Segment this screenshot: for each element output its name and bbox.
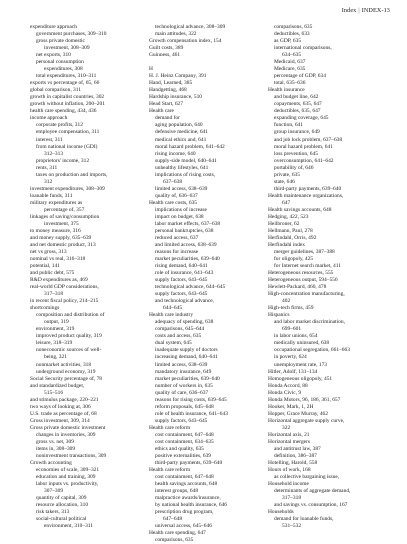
index-entry: function, 641	[274, 122, 303, 129]
index-entry: positive externalities, 639	[155, 452, 212, 459]
index-entry: changes in inventories, 309	[36, 431, 96, 438]
index-entry: underground economy, 319	[36, 368, 96, 375]
index-entry: 317–318	[282, 495, 302, 502]
index-entry: reasons for rising costs, 639–645	[155, 396, 227, 403]
index-entry: malpractice awards/insurance,	[155, 495, 221, 502]
index-entry: 647–648	[163, 516, 183, 523]
index-entry: merger guidelines, 387–388	[274, 249, 335, 255]
index-entry: Hitler, Adolf, 131–134	[268, 368, 318, 375]
index-entry: portability of, 646	[274, 164, 314, 171]
index-entry: taxes on production and imports,	[36, 171, 108, 178]
index-entry: 699–601	[282, 326, 302, 333]
index-entry: potential, 141	[30, 263, 60, 270]
index-entry: net exports, 310	[36, 52, 71, 59]
index-entry: investment, 375	[44, 220, 79, 227]
index-entry	[149, 59, 261, 66]
index-entry: investment, 308–309	[44, 45, 90, 52]
index-entry: and net domestic product, 313	[30, 241, 96, 248]
index-entry: inadequate supply of doctors	[155, 347, 218, 354]
index-entry: loss prevention, 645	[274, 150, 318, 157]
index-entry: percentage of GDP, 634	[274, 73, 326, 80]
index-entry: unemployment rate, 173	[274, 361, 328, 368]
index-entry: and standardized budget,	[30, 382, 85, 389]
index-entry: Health care spending, 647	[149, 530, 206, 537]
index-entry: output, 319	[44, 319, 69, 326]
index-entry: global comparison, 311	[30, 87, 81, 94]
index-entry: 312–313	[44, 150, 64, 157]
index-entry: technological advance, 644–645	[155, 284, 226, 291]
index-entry: Health maintenance organizations,	[268, 192, 344, 199]
index-entry: net vs gross, 313	[30, 249, 67, 255]
index-entry: Herfindahl, Orris, 492	[268, 234, 317, 241]
index-entry: composition and distribution of	[36, 312, 105, 319]
index-entry: government purchases, 309–310	[36, 31, 107, 38]
index-entry: personal consumption	[36, 59, 84, 66]
index-entry: and budget line, 642	[274, 94, 319, 101]
index-entry: implications of rising costs,	[155, 171, 216, 178]
index-entry: real-world GDP considerations,	[30, 284, 99, 291]
index-entry: Hand, Learned, 385	[149, 80, 193, 87]
index-entry: growth in capitalist countries, 302	[30, 94, 105, 101]
index-entry: supply factors, 643–645	[155, 417, 208, 424]
header-label: Index	[341, 7, 357, 14]
index-entry: Hardship insurance, 510	[149, 94, 203, 101]
index-entry: H. J. Heinz Company, 391	[149, 73, 207, 80]
index-entry: Hotelling, Harold, 558	[268, 459, 318, 466]
index-entry: leisure, 318–319	[36, 340, 73, 347]
index-entry: two ways of looking at, 306	[30, 403, 91, 410]
index-entry: Gross investment, 309, 314	[30, 417, 90, 424]
index-entry: state, 646	[274, 178, 295, 185]
index-entry: nominal vs real, 316–318	[30, 256, 86, 263]
index-entry: definition, 386–387	[274, 452, 317, 459]
index-entry: military expenditures as	[30, 199, 83, 206]
index-entry: unhealthy lifestyles, 641	[155, 164, 209, 171]
index-entry: and money supply, 635–639	[30, 234, 92, 241]
index-entry: cost containment, 634–635	[155, 438, 214, 445]
index-entry: in poverty, 624	[274, 354, 307, 361]
index-entry: for Internet search market, 411	[274, 263, 341, 270]
index-entry: Hopper, Grace Murray, 462	[268, 410, 328, 417]
index-entry: interest groups, 648	[155, 488, 199, 495]
index-entry: universal access, 645–646	[155, 523, 212, 530]
index-entry: Horizontal axis, 21	[268, 431, 310, 438]
index-entry: gross vs. net, 309	[36, 438, 74, 445]
index-entry: and labor market discrimination,	[274, 319, 345, 326]
index-entry: Health care industry	[149, 312, 194, 319]
index-entry: and public debt, 575	[30, 270, 75, 277]
index-entry: by national health insurance, 646	[155, 502, 228, 509]
index-entry: quality of care, 636–637	[155, 389, 209, 396]
index-entry: environment, 319	[36, 326, 75, 333]
index-entry: reasons for increase	[155, 249, 199, 255]
index-entry: 322	[282, 424, 291, 431]
index-entry: expenditures, 308	[44, 66, 83, 73]
index-entry: Homogeneous oligopoly, 451	[268, 375, 333, 382]
index-entry: being, 321	[44, 354, 67, 361]
index-entry: Heterogeneous output, 594–556	[268, 277, 338, 284]
index-entry: in labor unions, 654	[274, 333, 318, 340]
index-entry: items in, 308–309	[36, 445, 76, 452]
header-pages: INDEX-13	[361, 7, 390, 14]
index-entry: percentage of, 357	[44, 206, 85, 213]
running-header	[0, 7, 390, 14]
index-entry: 531–532	[282, 523, 302, 530]
index-entry: expanding coverage, 645	[274, 115, 329, 122]
index-entry: limited access, 638–639	[155, 185, 208, 192]
index-entry: shortcomings	[30, 305, 60, 312]
index-entry: High-tech firms, 459	[268, 305, 314, 312]
index-entry: occupational segregation, 661–663	[274, 347, 350, 354]
index-entry: costs and access, 635	[155, 333, 202, 340]
index-entry: Social Security percentage of, 78	[30, 375, 103, 382]
index-entry	[268, 530, 380, 537]
index-entry: health care spending, 434, 436	[30, 108, 97, 115]
index-entry: 647	[282, 199, 291, 206]
index-entry: Growth accounting	[30, 459, 72, 466]
index-entry: Health savings accounts, 648	[268, 206, 332, 213]
index-entry: 317–318	[44, 291, 64, 298]
index-entry: High-concentration manufacturing,	[268, 291, 345, 298]
index-entry: 312	[44, 178, 53, 185]
index-entry: growth without inflation, 200–201	[30, 101, 105, 108]
index-entry: to money measure, 316	[30, 227, 81, 234]
index-entry: international comparisons,	[274, 45, 332, 52]
index-entry: and limited access, 638–639	[155, 241, 217, 248]
index-entry: private, 635	[274, 171, 300, 178]
index-entry: resource allocation, 310	[36, 502, 89, 509]
index-entry: increasing demand, 640–641	[155, 354, 218, 361]
index-entry: quality of, 636–637	[155, 192, 198, 199]
index-entry: employee compensation, 311	[36, 129, 100, 136]
index-entry: risk takers, 313	[36, 509, 70, 516]
index-entry: comparisons, 645–644	[155, 326, 205, 333]
index-column-1	[30, 24, 142, 530]
index-column-2	[149, 24, 261, 544]
index-entry: market peculiarities, 639–640	[155, 256, 220, 263]
index-entry: mandatory insurance, 649	[155, 368, 212, 375]
index-entry: health savings accounts, 648	[155, 481, 218, 488]
index-entry: Hellmann, Paul, 278	[268, 227, 313, 234]
index-entry: limited access, 638–639	[155, 361, 208, 368]
index-entry: Growth compensation index, 154	[149, 38, 222, 45]
index-entry: technological advance, 308–309	[155, 24, 226, 30]
index-entry: nonmarket activities, 318	[36, 361, 92, 368]
index-entry: Health care reform	[149, 466, 191, 473]
index-entry: Health care costs, 635	[149, 199, 198, 206]
index-entry: moral hazard problem, 641–642	[155, 143, 225, 150]
index-entry: role of health insurance, 641–643	[155, 410, 228, 417]
index-entry: supply-side model, 640–641	[155, 157, 217, 164]
index-entry: education and training, 309	[36, 474, 96, 480]
index-entry: exports vs percentage of, 65, 66	[30, 80, 100, 87]
index-entry: rising demand, 640–641	[155, 263, 208, 270]
index-entry: 637–638	[163, 178, 183, 185]
index-entry: economies of scale, 309–321	[36, 466, 100, 473]
index-entry: Honda Civic, 9	[268, 389, 302, 396]
index-entry: Hooker, Mark, 1, 2H	[268, 403, 314, 410]
index-entry: interest, 311	[36, 136, 63, 143]
index-entry: Households	[268, 509, 294, 516]
index-entry: comparisons, 635	[274, 24, 313, 30]
index-entry: Gross private domestic investment	[30, 424, 106, 431]
index-entry: deductibles, 633	[274, 31, 310, 38]
index-entry: quantity of capital, 309	[36, 495, 87, 502]
index-entry: income approach	[30, 115, 68, 122]
index-entry: total, 635–636	[274, 80, 306, 87]
index-entry: third-party payments, 639–640	[155, 459, 223, 466]
index-entry: number of workers in, 635	[155, 382, 213, 389]
header-separator: |	[358, 7, 360, 14]
index-entry: supply factors, 643–645	[155, 277, 208, 284]
index-entry: as GDP, 635	[274, 38, 302, 45]
index-entry: reduced access, 637	[155, 234, 199, 241]
index-entry: market peculiarities, 639–640	[155, 375, 220, 382]
index-entry: noneconomic sources of well-	[36, 347, 102, 354]
index-entry: group insurance, 649	[274, 129, 320, 136]
index-entry: Guilt costs, 389	[149, 45, 184, 52]
index-entry: improved product quality, 319	[36, 333, 102, 340]
index-entry: labor inputs vs. productivity,	[36, 481, 99, 488]
index-entry: Hewlett-Packard, 460, 478	[268, 284, 327, 291]
index-entry: from national income (GDI)	[36, 143, 98, 150]
index-entry: environment, 310–311	[44, 523, 94, 530]
index-entry: proprietors' income, 312	[36, 157, 90, 164]
index-entry: labor market effects, 637–638	[155, 220, 221, 227]
index-entry: U.S. trade as percentage of, 68	[30, 410, 97, 417]
index-entry: Honda Motors, 96, 186, 361, 657	[268, 396, 341, 403]
index-entry: comparisons, 635	[155, 537, 194, 544]
index-entry: third-party payments, 639–640	[274, 185, 342, 192]
index-entry: for oligopoly, 425	[274, 256, 314, 263]
index-entry: total expenditures, 310–311	[36, 73, 97, 80]
index-entry: H	[149, 66, 153, 73]
index-entry: Herfindahl index	[268, 241, 305, 248]
index-entry: linkages of saving/consumption	[30, 213, 100, 220]
index-entry: Health care	[149, 108, 174, 115]
index-entry: as collective bargaining issue,	[274, 474, 340, 480]
index-entry: Household income	[268, 481, 309, 488]
index-entry: R&D expenditures as, 469	[30, 277, 88, 284]
index-entry: and stimulus package, 220–221	[30, 396, 99, 403]
index-entry: moral hazard problem, 641	[274, 143, 333, 150]
index-entry: 634–635	[282, 52, 302, 59]
index-entry: supply factors, 643–645	[155, 291, 208, 298]
index-entry: implications of increase	[155, 206, 207, 213]
index-entry: reform proposals, 645–648	[155, 403, 214, 410]
index-entry: 644–645	[163, 305, 183, 312]
index-entry: corporate profits, 312	[36, 122, 83, 129]
index-entry: personal bankruptcies, 638	[155, 227, 214, 234]
index-entry: expenditure approach	[30, 24, 77, 30]
index-entry: investment expenditures, 308–309	[30, 185, 105, 192]
index-entry: copayments, 635, 647	[274, 101, 322, 108]
index-entry: Heilbroner, 62	[268, 220, 300, 227]
index-entry: and antitrust law, 387	[274, 445, 321, 452]
index-entry: 402	[282, 298, 291, 305]
index-entry: Hispanics	[268, 312, 290, 319]
index-entry: deductibles, 635, 647	[274, 108, 321, 115]
index-entry: determinants of aggregate demand,	[274, 488, 351, 495]
index-entry: in recent fiscal policy, 214–215	[30, 298, 99, 305]
index-entry: Medicare, 635	[274, 66, 306, 73]
index-entry: noninvestment transactions, 309	[36, 452, 107, 459]
index-entry: adequacy of spending, 638	[155, 319, 214, 326]
index-entry: Horizontal aggregate supply curve,	[268, 417, 345, 424]
index-entry: impact on budget, 638	[155, 213, 204, 220]
index-entry: role of insurance, 641–643	[155, 270, 214, 277]
index-entry: aging population, 640	[155, 122, 203, 129]
index-entry: Handgetting, 468	[149, 87, 187, 94]
index-entry: Health care reform	[149, 424, 191, 431]
index-entry: Honda Accord, 88	[268, 382, 308, 389]
index-entry: Hours of work, 168	[268, 466, 311, 473]
index-entry: and technological advance,	[155, 298, 215, 305]
index-entry: Health insurance	[268, 87, 305, 94]
index-entry: 307–309	[44, 488, 64, 495]
index-entry: cost containment, 647–648	[155, 474, 214, 480]
index-column-3	[268, 24, 380, 537]
index-entry: main attitudes, 322	[155, 31, 197, 38]
index-entry: gross private domestic	[36, 38, 85, 45]
index-entry: Hedging, 422, 523	[268, 213, 309, 220]
index-entry: Medicaid, 637	[274, 59, 306, 66]
index-entry: Horizontal mergers	[268, 438, 311, 445]
index-entry: loanable funds, 311	[30, 192, 73, 199]
index-entry: Guinness, 461	[149, 52, 181, 59]
index-entry: Head Start, 627	[149, 101, 183, 108]
index-entry: and savings vs. consumption, 167	[274, 502, 348, 509]
index-entry: ethics and quality, 635	[155, 445, 204, 452]
index-entry: social-cultural political	[36, 516, 87, 523]
index-entry: demand for	[155, 115, 180, 122]
index-entry: overconsumption, 641–642	[274, 157, 334, 164]
index-entry: dual system, 645	[155, 340, 192, 347]
index-entry: medical ethics and, 641	[155, 136, 207, 143]
index-entry: cost containment, 647–648	[155, 431, 214, 438]
index-entry: demand for loanable funds,	[274, 516, 334, 523]
index-entry: prescription drug program,	[155, 509, 214, 516]
index-entry: and job lock problem, 637–638	[274, 136, 343, 143]
index-entry: defensive medicine, 641	[155, 129, 208, 136]
index-entry: 515–516	[44, 389, 64, 396]
index-entry: rents, 311	[36, 164, 58, 171]
index-entry: medically uninsured, 638	[274, 340, 330, 347]
index-entry: rising income, 640	[155, 150, 196, 157]
index-entry: Heterogeneous resources, 555	[268, 270, 334, 277]
